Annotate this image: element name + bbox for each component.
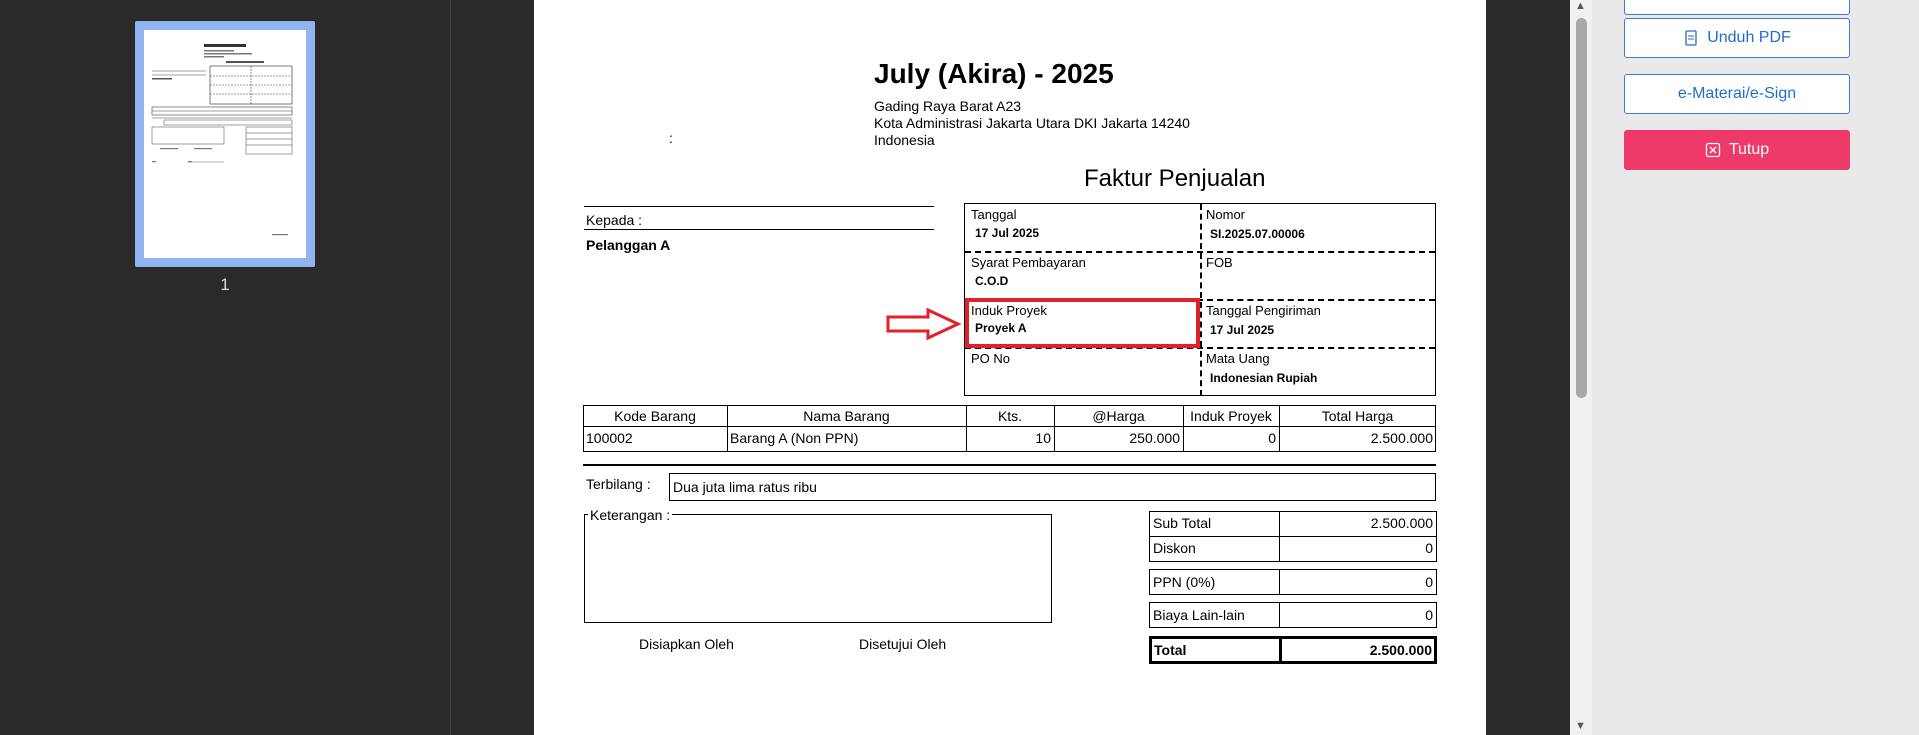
recipient-top-rule: [584, 206, 934, 207]
info-row-divider: [965, 251, 1435, 253]
download-pdf-label: Unduh PDF: [1707, 29, 1791, 46]
close-label: Tutup: [1728, 141, 1770, 158]
table-cell-price: 250.000: [1129, 430, 1180, 446]
table-cell-qty: 10: [1035, 430, 1051, 446]
payment-terms-label: Syarat Pembayaran: [971, 255, 1086, 270]
company-name: July (Akira) - 2025: [874, 58, 1114, 89]
table-header-project: Induk Proyek: [1190, 408, 1272, 424]
partial-top-button[interactable]: [1624, 0, 1850, 15]
invoice-page: [534, 0, 1486, 735]
thumbnail-mini-document: [144, 30, 306, 258]
scrollbar-thumb[interactable]: [1576, 18, 1587, 398]
date-label: Tanggal: [971, 207, 1017, 222]
table-cell-item-name: Barang A (Non PPN): [730, 430, 859, 446]
table-header-total: Total Harga: [1321, 408, 1394, 424]
number-label: Nomor: [1206, 207, 1246, 222]
download-pdf-button[interactable]: [1624, 18, 1850, 58]
other-costs-value: 0: [1425, 607, 1433, 623]
approved-by-label: Disetujui Oleh: [859, 636, 947, 652]
other-costs-label: Biaya Lain-lain: [1153, 607, 1245, 623]
spelled-amount-label: Terbilang :: [586, 476, 651, 492]
table-cell-project: 0: [1268, 430, 1276, 446]
table-cell-item-code: 100002: [586, 430, 633, 446]
po-number-label: PO No: [971, 351, 1011, 366]
number-value: SI.2025.07.00006: [1210, 227, 1305, 241]
table-header-price: @Harga: [1092, 408, 1145, 424]
currency-value: Indonesian Rupiah: [1210, 371, 1318, 385]
page-thumbnail-preview: [144, 30, 306, 258]
ship-date-label: Tanggal Pengiriman: [1206, 303, 1321, 318]
close-icon: [1705, 142, 1721, 158]
table-header-item-code: Kode Barang: [614, 408, 696, 424]
notes-label: Keterangan :: [590, 507, 671, 523]
annotation-arrow-icon: [886, 307, 962, 341]
table-bottom-rule: [583, 464, 1436, 466]
grand-total-label: Total: [1154, 642, 1187, 658]
tax-label: PPN (0%): [1153, 574, 1216, 590]
discount-label: Diskon: [1153, 540, 1196, 556]
notes-box: [584, 514, 1052, 623]
table-cell-total: 2.500.000: [1370, 430, 1433, 446]
highlight-box: [965, 298, 1200, 348]
subtotal-label: Sub Total: [1153, 515, 1212, 531]
ship-date-value: 17 Jul 2025: [1210, 323, 1275, 337]
table-header-item-name: Nama Barang: [803, 408, 890, 424]
discount-value: 0: [1425, 540, 1433, 556]
date-value: 17 Jul 2025: [975, 226, 1040, 240]
emeterai-esign-button[interactable]: [1624, 74, 1850, 114]
prepared-by-label: Disiapkan Oleh: [639, 636, 734, 652]
grand-total-value: 2.500.000: [1369, 642, 1432, 658]
spelled-amount-value: Dua juta lima ratus ribu: [673, 479, 817, 495]
page-thumbnail[interactable]: [135, 21, 315, 267]
pdf-file-icon: [1683, 30, 1699, 46]
parent-project-value: Proyek A: [975, 321, 1027, 335]
parent-project-label: Induk Proyek: [971, 303, 1047, 318]
fob-label: FOB: [1206, 255, 1233, 270]
close-button[interactable]: [1624, 130, 1850, 170]
company-address-line3: Indonesia: [874, 132, 935, 148]
subtotal-value: 2.500.000: [1370, 515, 1433, 531]
recipient-rule: [584, 229, 934, 230]
payment-terms-value: C.O.D: [975, 274, 1009, 288]
items-header-rule: [583, 426, 1436, 427]
invoice-title: Faktur Penjualan: [1084, 165, 1266, 192]
company-address-line2: Kota Administrasi Jakarta Utara DKI Jakarta 14240: [874, 115, 1190, 131]
recipient-label: Kepada :: [586, 212, 643, 228]
thumbnail-page-number: 1: [220, 275, 230, 294]
scroll-up-icon[interactable]: ▲: [1575, 0, 1586, 12]
header-colon: :: [669, 130, 673, 146]
emeterai-esign-label: e-Materai/e-Sign: [1677, 85, 1797, 102]
currency-label: Mata Uang: [1206, 351, 1270, 366]
company-address-line1: Gading Raya Barat A23: [874, 98, 1022, 114]
tax-value: 0: [1425, 574, 1433, 590]
table-header-qty: Kts.: [997, 408, 1023, 424]
recipient-name: Pelanggan A: [586, 237, 671, 253]
scroll-down-icon[interactable]: ▼: [1575, 720, 1586, 732]
totals-rule: [1149, 536, 1437, 537]
